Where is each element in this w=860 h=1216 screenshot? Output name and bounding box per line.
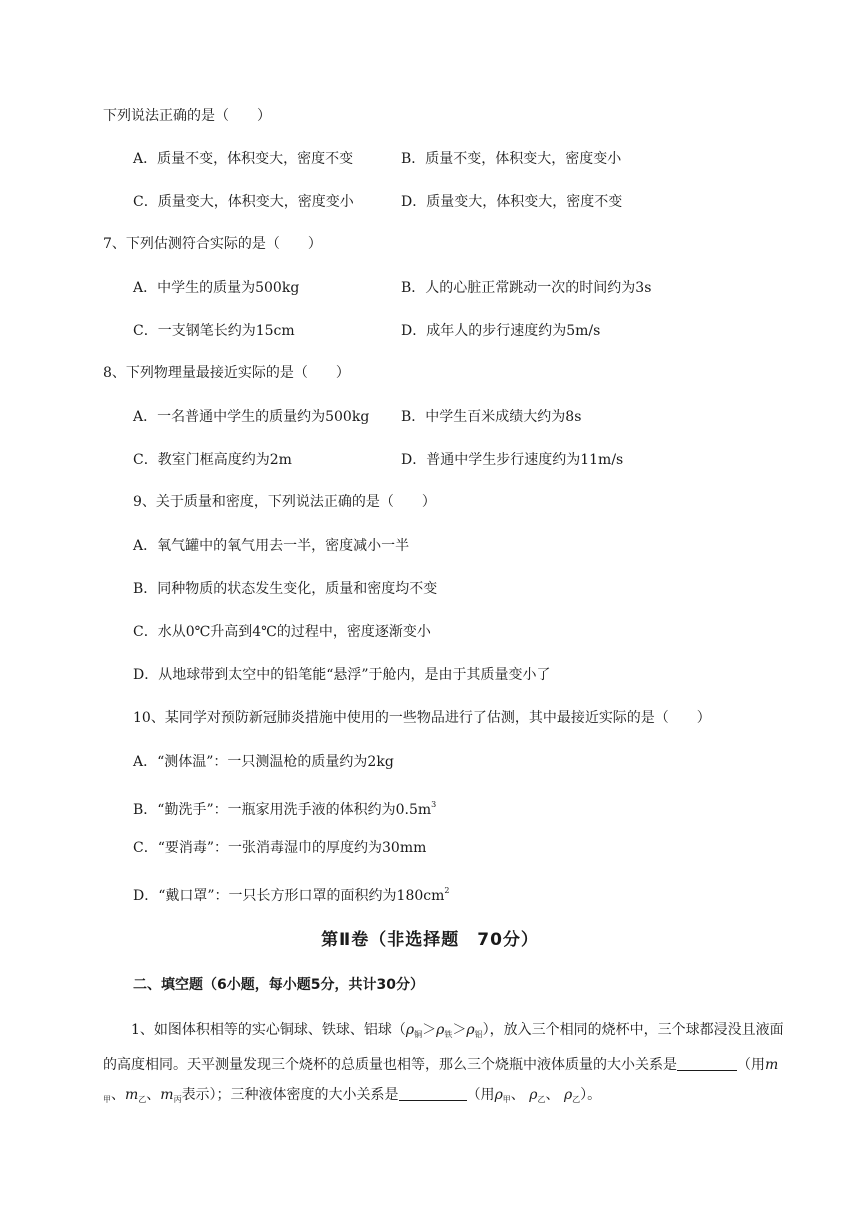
fill-question-1 (103, 1015, 785, 1115)
option-b (133, 795, 436, 820)
option-a: A．中学生的质量为500kg (133, 280, 300, 296)
superscript: 3 (431, 800, 437, 809)
option-b-text: B．“勤洗手”：一瓶家用洗手液的体积约为0.5m (133, 802, 432, 818)
option-c: C．“要消毒”：一张消毒湿巾的厚度约为30mm (133, 840, 427, 856)
subscript: 丙 (173, 1095, 182, 1104)
rho-symbol: ρ (405, 1022, 415, 1038)
question-9-stem: 9、关于质量和密度，下列说法正确的是（ ） (133, 494, 436, 510)
option-row (133, 449, 773, 469)
subscript: 乙 (572, 1095, 581, 1104)
answer-blank[interactable] (677, 1056, 737, 1071)
text-run: 1、如图体积相等的实心铜球、铁球、铝球（ (131, 1022, 406, 1038)
text-run: （用 (737, 1057, 765, 1073)
m-symbol: m (765, 1057, 779, 1073)
superscript: 2 (444, 886, 450, 895)
section-title: 第Ⅱ卷（非选择题 70分） (321, 930, 539, 950)
subscript: 铝 (474, 1030, 483, 1039)
option-d: D．从地球带到太空中的铅笔能“悬浮”于舱内，是由于其质量变小了 (133, 667, 551, 683)
option-row (133, 406, 773, 426)
option-a: A．“测体温”：一只测温枪的质量约为2kg (133, 754, 394, 770)
separator: 、 (146, 1087, 161, 1103)
option-d: D．普通中学生步行速度约为11m/s (401, 452, 624, 468)
question-stem-intro: 下列说法正确的是（ ） (103, 108, 271, 124)
option-d (133, 881, 449, 906)
option-c: C．水从0℃升高到4℃的过程中，密度逐渐变小 (133, 624, 431, 640)
option-d-text: D．“戴口罩”：一只长方形口罩的面积约为180cm (133, 888, 445, 904)
rho-symbol: ρ (436, 1022, 445, 1038)
question-10-stem: 10、某同学对预防新冠肺炎措施中使用的一些物品进行了估测，其中最接近实际的是（ ） (133, 710, 711, 726)
m-symbol: m (160, 1087, 174, 1103)
option-b: B．人的心脏正常跳动一次的时间约为3s (401, 280, 652, 296)
text-run: ），放入三个相同的烧杯中，三个球都浸没且液面的高度相同。天平测量发现三个烧杯的总质量也相等，那么三个烧瓶中液体质量的大小关系是 (103, 1022, 784, 1073)
option-row (133, 277, 773, 297)
option-d: D．成年人的步行速度约为5m/s (401, 323, 601, 339)
option-b: B．同种物质的状态发生变化，质量和密度均不变 (133, 581, 438, 597)
text-run: ）。 (580, 1087, 602, 1103)
subscript: 甲 (502, 1095, 511, 1104)
rho-symbol: ρ (466, 1022, 475, 1038)
option-b: B．质量不变，体积变大，密度变小 (401, 151, 622, 167)
m-symbol: m (125, 1087, 139, 1103)
option-a: A．一名普通中学生的质量约为500kg (133, 409, 370, 425)
question-7-stem: 7、下列估测符合实际的是（ ） (103, 236, 322, 252)
option-c: C．质量变大，体积变大，密度变小 (133, 194, 354, 210)
option-a: A．质量不变，体积变大，密度不变 (133, 151, 354, 167)
text-run: 表示）；三种液体密度的大小关系是 (181, 1087, 399, 1103)
separator: 、 (545, 1087, 560, 1103)
option-row (133, 148, 773, 168)
greater-than: ＞ (422, 1022, 437, 1038)
option-c: C．教室门框高度约为2m (133, 452, 292, 468)
subscript: 铜 (414, 1030, 423, 1039)
separator: 、 (111, 1087, 125, 1103)
option-row (133, 320, 773, 340)
option-d: D．质量变大，体积变大，密度不变 (401, 194, 623, 210)
section-subtitle: 二、填空题（6小题，每小题5分，共计30分） (133, 977, 424, 993)
separator: 、 (510, 1087, 525, 1103)
answer-blank[interactable] (399, 1086, 467, 1101)
text-run: （用 (466, 1087, 495, 1103)
option-b: B．中学生百米成绩大约为8s (401, 409, 582, 425)
rho-symbol: ρ (563, 1087, 573, 1103)
subscript: 甲 (103, 1095, 111, 1104)
question-8-stem: 8、下列物理量最接近实际的是（ ） (103, 365, 350, 381)
subscript: 铁 (444, 1030, 453, 1039)
greater-than: ＞ (452, 1022, 467, 1038)
subscript: 乙 (138, 1095, 147, 1104)
option-c: C．一支钢笔长约为15cm (133, 323, 295, 339)
option-a: A．氧气罐中的氧气用去一半，密度减小一半 (133, 538, 410, 554)
option-row (133, 191, 773, 211)
rho-symbol: ρ (529, 1087, 538, 1103)
subscript: 乙 (537, 1095, 546, 1104)
rho-symbol: ρ (494, 1087, 503, 1103)
